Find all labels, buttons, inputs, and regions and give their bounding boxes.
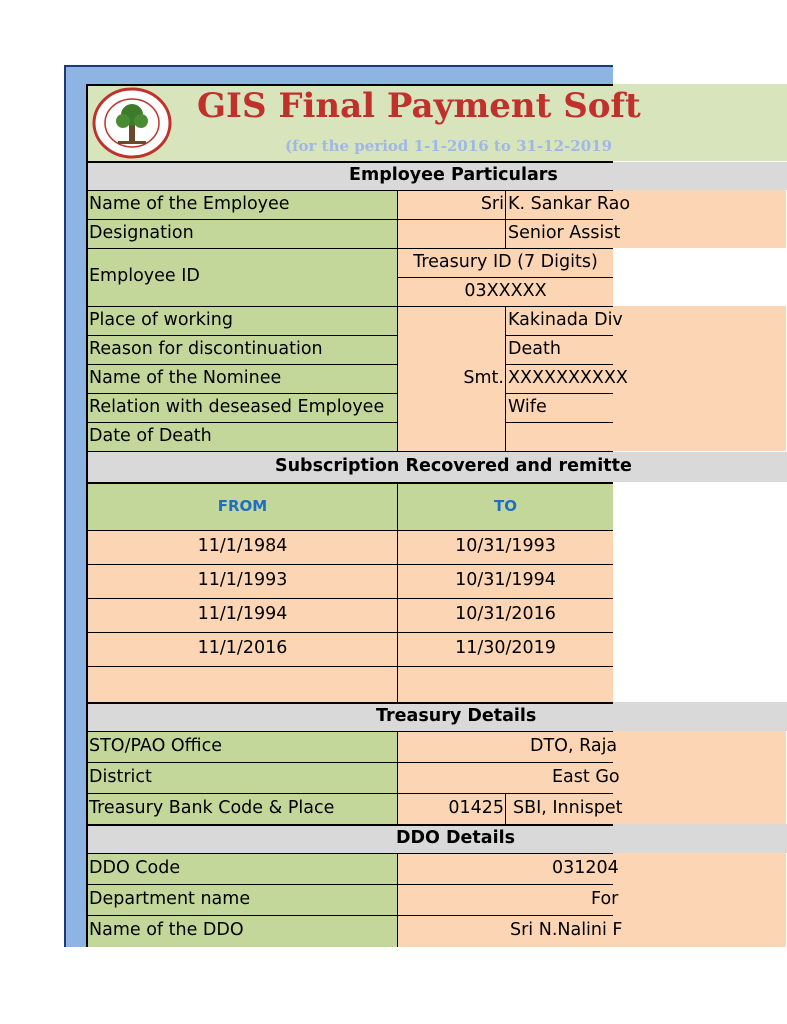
subscription-to-1[interactable]: 10/31/1993 xyxy=(398,530,613,564)
gridline xyxy=(87,702,613,704)
association-logo-icon xyxy=(92,87,172,159)
employee-name-value[interactable]: K. Sankar Rao xyxy=(506,190,786,219)
designation-value[interactable]: Senior Assist xyxy=(506,219,786,248)
district-value-cell[interactable] xyxy=(398,762,786,793)
subscription-from-5[interactable] xyxy=(87,666,398,702)
page-subtitle: (for the period 1-1-2016 to 31-12-2019 xyxy=(285,137,613,155)
gridline xyxy=(397,731,398,824)
label-employee-name: Name of the Employee xyxy=(87,190,398,219)
gridline xyxy=(87,422,398,423)
bank-place-value[interactable]: SBI, Innispet xyxy=(506,793,786,824)
ddo-name-value: Sri N.Nalini F xyxy=(510,920,623,941)
gridline xyxy=(87,915,613,916)
reason-value[interactable]: Death xyxy=(506,335,786,364)
treasury-id-value[interactable]: 03XXXXX xyxy=(398,277,613,306)
subscription-to-4[interactable]: 11/30/2019 xyxy=(398,632,613,666)
gridline xyxy=(397,482,398,702)
date-of-death-value[interactable] xyxy=(506,422,786,451)
subscription-to-2[interactable]: 10/31/1994 xyxy=(398,564,613,598)
ddo-name-value-cell[interactable] xyxy=(398,915,786,947)
ddo-code-value: 031204 xyxy=(552,857,619,878)
subscription-section-header xyxy=(87,452,787,482)
ddo-code-value-cell[interactable] xyxy=(398,853,786,884)
gridline xyxy=(506,393,613,394)
col-from-header: FROM xyxy=(87,482,398,530)
label-nominee: Name of the Nominee xyxy=(87,364,398,393)
ddo-section-header xyxy=(87,824,787,853)
subscription-section-title: Subscription Recovered and remitte xyxy=(275,456,632,477)
nominee-value[interactable]: XXXXXXXXXX xyxy=(506,364,786,393)
label-reason: Reason for discontinuation xyxy=(87,335,398,364)
place-value[interactable]: Kakinada Div xyxy=(506,306,786,335)
treasury-section-title: Treasury Details xyxy=(376,705,537,726)
gridline xyxy=(397,853,398,947)
gridline xyxy=(87,190,613,191)
gridline xyxy=(87,393,398,394)
bank-code-value[interactable]: 01425 xyxy=(398,793,506,824)
department-value: For xyxy=(591,888,619,909)
gridline xyxy=(506,335,613,336)
label-ddo-name: Name of the DDO xyxy=(87,915,398,947)
gridline xyxy=(87,666,613,667)
label-sto-office: STO/PAO Office xyxy=(87,731,398,762)
subscription-from-3[interactable]: 11/1/1994 xyxy=(87,598,398,632)
employee-section-title: Employee Particulars xyxy=(349,165,558,186)
gridline xyxy=(506,364,613,365)
gridline xyxy=(506,422,613,423)
gridline xyxy=(87,632,613,633)
ddo-section-title: DDO Details xyxy=(396,827,516,848)
page-title: GIS Final Payment Soft xyxy=(197,86,641,126)
label-department: Department name xyxy=(87,884,398,915)
gridline xyxy=(87,530,613,531)
subscription-from-4[interactable]: 11/1/2016 xyxy=(87,632,398,666)
gridline xyxy=(398,277,613,278)
nominee-prefix: Smt. xyxy=(463,367,504,388)
subscription-from-2[interactable]: 11/1/1993 xyxy=(87,564,398,598)
gridline xyxy=(87,451,613,452)
gridline xyxy=(87,219,613,220)
col-to-header: TO xyxy=(398,482,613,530)
district-value: East Go xyxy=(552,766,620,787)
subscription-from-1[interactable]: 11/1/1984 xyxy=(87,530,398,564)
label-bank-code: Treasury Bank Code & Place xyxy=(87,793,398,824)
gridline xyxy=(87,335,398,336)
gridline xyxy=(87,306,613,307)
gridline xyxy=(397,190,398,452)
gridline xyxy=(87,84,613,86)
label-place-of-working: Place of working xyxy=(87,306,398,335)
label-designation: Designation xyxy=(87,219,398,248)
gridline xyxy=(87,731,613,732)
gridline xyxy=(87,161,613,163)
label-date-of-death: Date of Death xyxy=(87,422,398,451)
gridline xyxy=(505,190,506,248)
treasury-section-header xyxy=(87,702,787,731)
label-employee-id: Employee ID xyxy=(87,248,398,306)
department-value-cell[interactable] xyxy=(398,884,786,915)
label-district: District xyxy=(87,762,398,793)
subscription-to-3[interactable]: 10/31/2016 xyxy=(398,598,613,632)
gridline xyxy=(505,793,506,824)
gridline xyxy=(87,762,613,763)
gridline xyxy=(87,482,613,484)
gridline xyxy=(87,364,398,365)
sto-office-value: DTO, Raja xyxy=(530,735,618,756)
treasury-id-label: Treasury ID (7 Digits) xyxy=(398,248,613,277)
employee-name-prefix: Sri xyxy=(398,190,506,219)
gridline xyxy=(87,248,613,249)
label-ddo-code: DDO Code xyxy=(87,853,398,884)
gridline xyxy=(87,884,613,885)
gridline xyxy=(87,853,613,854)
relation-value[interactable]: Wife xyxy=(506,393,786,422)
subscription-to-5[interactable] xyxy=(398,666,613,702)
gridline xyxy=(87,564,613,565)
gridline xyxy=(87,793,613,794)
gridline xyxy=(505,306,506,452)
designation-spacer xyxy=(398,219,506,248)
sto-office-value-cell[interactable] xyxy=(398,731,786,762)
label-relation: Relation with deseased Employee xyxy=(87,393,398,422)
gridline xyxy=(87,824,613,826)
employee-section-header xyxy=(87,162,787,190)
gridline xyxy=(86,84,88,947)
gridline xyxy=(87,598,613,599)
